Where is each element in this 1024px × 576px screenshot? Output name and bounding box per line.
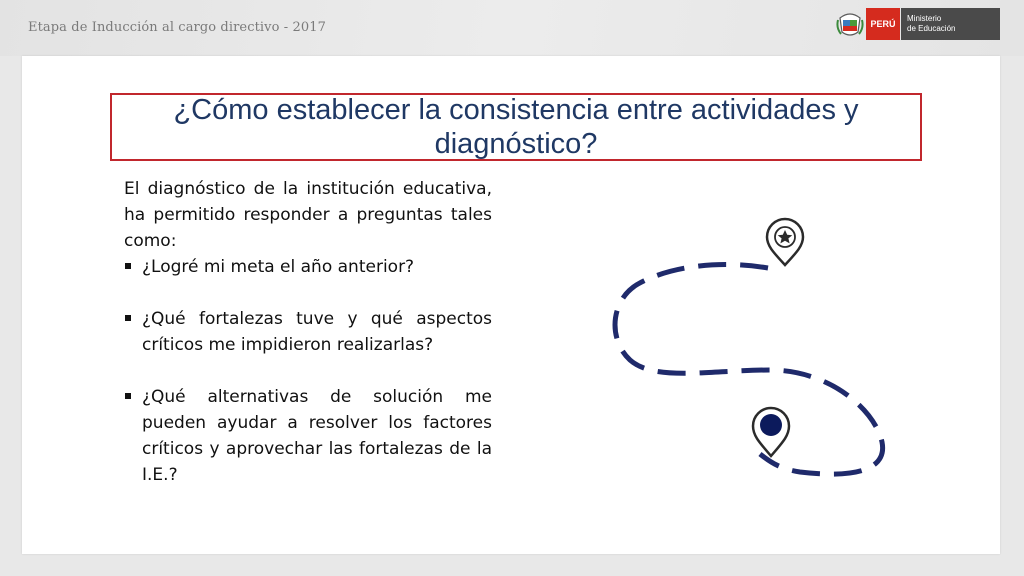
ministry-line-2: de Educación: [907, 24, 956, 33]
intro-paragraph: El diagnóstico de la institución educativa, ha permitido responder a preguntas tales como:: [124, 179, 492, 251]
list-item: [124, 306, 492, 358]
bullet-square-icon: [125, 263, 131, 269]
slide-body: [124, 176, 492, 488]
question-list: [124, 254, 492, 488]
peru-label: PERÚ: [866, 8, 900, 40]
star-map-pin-icon: [767, 219, 803, 265]
list-item: [124, 384, 492, 488]
ministry-label: [901, 8, 1000, 40]
ministry-line-1: Ministerio: [907, 14, 942, 23]
dashed-route-path: [615, 265, 883, 475]
bullet-square-icon: [125, 393, 131, 399]
route-illustration: [600, 210, 900, 490]
slide-title-box: [110, 93, 922, 161]
bullet-text: ¿Logré mi meta el año anterior?: [142, 257, 415, 277]
ministry-logo: [836, 8, 1000, 40]
bullet-square-icon: [125, 315, 131, 321]
slide-title: ¿Cómo establecer la consistencia entre actividades y diagnóstico?: [173, 94, 859, 160]
course-title: Etapa de Inducción al cargo directivo - 2017: [28, 20, 326, 35]
bullet-text: ¿Qué fortalezas tuve y qué aspectos críticos me impidieron realizarlas?: [142, 309, 492, 355]
dot-map-pin-icon: [753, 408, 789, 456]
bullet-text: ¿Qué alternativas de solución me pueden ayudar a resolver los factores críticos y aprovechar las fortalezas de la I.E.?: [142, 387, 492, 485]
list-item: [124, 254, 492, 280]
peru-shield-icon: [836, 8, 864, 40]
